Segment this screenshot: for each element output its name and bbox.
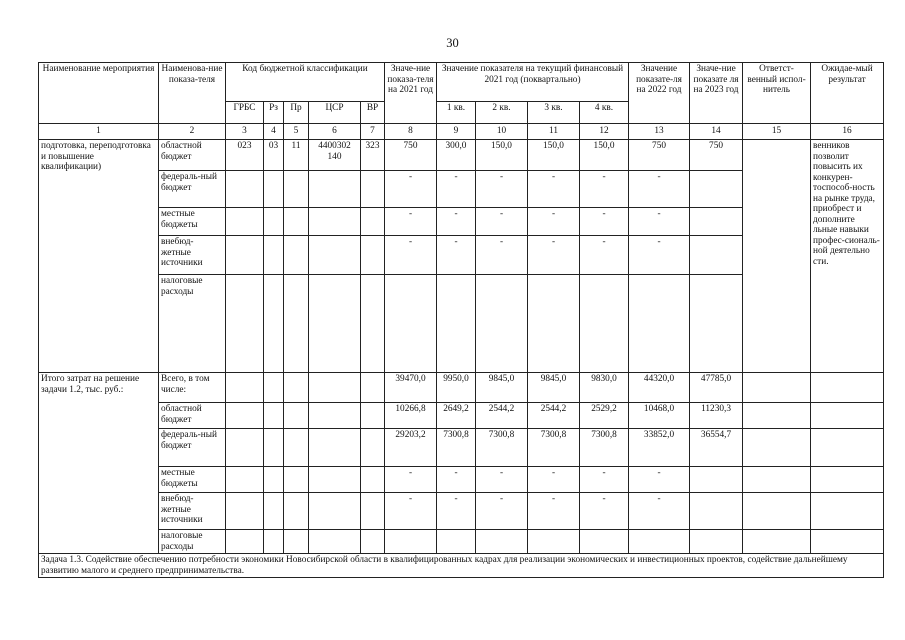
vr-cell [361, 467, 385, 493]
header-pr: Пр [284, 102, 309, 124]
pr-cell [284, 373, 309, 403]
value-2021-cell [385, 530, 437, 554]
value-2021-cell: - [385, 208, 437, 236]
value-2021-cell: - [385, 236, 437, 275]
column-number: 9 [437, 124, 476, 140]
pr-cell [284, 275, 309, 373]
indicator-cell: местные бюджеты [159, 208, 226, 236]
value-2023-cell [690, 530, 743, 554]
vr-cell [361, 171, 385, 208]
expected-result-cell [811, 403, 884, 429]
header-indicator-name: Наименова-ние показа-теля [159, 63, 226, 124]
q2-cell [476, 275, 528, 373]
column-number: 3 [226, 124, 264, 140]
q4-cell [580, 530, 629, 554]
q2-cell: 2544,2 [476, 403, 528, 429]
header-csr: ЦСР [309, 102, 361, 124]
column-number: 14 [690, 124, 743, 140]
pr-cell [284, 493, 309, 530]
q4-cell [580, 275, 629, 373]
rz-cell [264, 373, 284, 403]
pr-cell [284, 403, 309, 429]
csr-cell [309, 236, 361, 275]
column-number: 10 [476, 124, 528, 140]
value-2022-cell: - [629, 467, 690, 493]
q2-cell: 7300,8 [476, 429, 528, 467]
q1-cell: - [437, 171, 476, 208]
q1-cell: 2649,2 [437, 403, 476, 429]
csr-cell [309, 373, 361, 403]
grbs-cell: 023 [226, 140, 264, 171]
pr-cell [284, 429, 309, 467]
value-2023-cell [690, 208, 743, 236]
responsible-cell [743, 530, 811, 554]
indicator-cell: внебюд-жетные источники [159, 493, 226, 530]
responsible-cell [743, 140, 811, 373]
q1-cell: 7300,8 [437, 429, 476, 467]
column-number: 6 [309, 124, 361, 140]
q3-cell [528, 275, 580, 373]
q1-cell [437, 275, 476, 373]
header-expected-result: Ожидае-мый результат [811, 63, 884, 124]
indicator-cell: налоговые расходы [159, 275, 226, 373]
column-number: 8 [385, 124, 437, 140]
column-number: 5 [284, 124, 309, 140]
grbs-cell [226, 530, 264, 554]
page-number: 30 [446, 36, 459, 50]
rz-cell [264, 208, 284, 236]
column-number: 16 [811, 124, 884, 140]
value-2022-cell: - [629, 208, 690, 236]
q1-cell: 9950,0 [437, 373, 476, 403]
value-2023-cell [690, 236, 743, 275]
expected-result-cell [811, 429, 884, 467]
value-2021-cell: 29203,2 [385, 429, 437, 467]
column-number: 7 [361, 124, 385, 140]
value-2021-cell [385, 275, 437, 373]
vr-cell [361, 373, 385, 403]
value-2021-cell: 750 [385, 140, 437, 171]
value-2022-cell: 44320,0 [629, 373, 690, 403]
vr-cell [361, 493, 385, 530]
rz-cell: 03 [264, 140, 284, 171]
vr-cell [361, 429, 385, 467]
table-row [39, 403, 884, 429]
grbs-cell [226, 236, 264, 275]
header-rz: Рз [264, 102, 284, 124]
grbs-cell [226, 493, 264, 530]
q4-cell: 9830,0 [580, 373, 629, 403]
responsible-cell [743, 429, 811, 467]
table-row [39, 530, 884, 554]
total-event-cell: Итого затрат на решение задачи 1.2, тыс. руб.: [39, 373, 159, 554]
expected-result-cell [811, 467, 884, 493]
value-2021-cell: - [385, 171, 437, 208]
indicator-cell: Всего, в том числе: [159, 373, 226, 403]
budget-table [38, 62, 884, 578]
q3-cell: - [528, 236, 580, 275]
csr-cell [309, 171, 361, 208]
q2-cell [476, 530, 528, 554]
indicator-cell: областной бюджет [159, 403, 226, 429]
value-2023-cell: 11230,3 [690, 403, 743, 429]
header-grbs: ГРБС [226, 102, 264, 124]
event-name-cell: подготовка, переподготовка и повышение квалификации) [39, 140, 159, 373]
task-row [39, 554, 884, 578]
q3-cell [528, 530, 580, 554]
q4-cell: 150,0 [580, 140, 629, 171]
expected-result-cell [811, 493, 884, 530]
header-vr: ВР [361, 102, 385, 124]
q3-cell: 150,0 [528, 140, 580, 171]
header-value-2022: Значение показате-ля на 2022 год [629, 63, 690, 124]
vr-cell [361, 530, 385, 554]
pr-cell [284, 236, 309, 275]
value-2022-cell: 10468,0 [629, 403, 690, 429]
responsible-cell [743, 493, 811, 530]
header-value-2021: Значе-ние показа-теля на 2021 год [385, 63, 437, 124]
column-number: 2 [159, 124, 226, 140]
expected-result-cell [811, 373, 884, 403]
value-2023-cell: 36554,7 [690, 429, 743, 467]
expected-result-cell [811, 530, 884, 554]
header-q4: 4 кв. [580, 102, 629, 124]
table-row [39, 140, 884, 171]
csr-cell: 4400302 140 [309, 140, 361, 171]
header-value-2023: Значе-ние показате ля на 2023 год [690, 63, 743, 124]
csr-cell [309, 208, 361, 236]
grbs-cell [226, 373, 264, 403]
q3-cell: 2544,2 [528, 403, 580, 429]
q4-cell: 7300,8 [580, 429, 629, 467]
value-2021-cell: - [385, 467, 437, 493]
value-2022-cell: 33852,0 [629, 429, 690, 467]
rz-cell [264, 275, 284, 373]
header-q2: 2 кв. [476, 102, 528, 124]
column-number: 11 [528, 124, 580, 140]
grbs-cell [226, 208, 264, 236]
q3-cell: 9845,0 [528, 373, 580, 403]
q2-cell: - [476, 236, 528, 275]
vr-cell: 323 [361, 140, 385, 171]
rz-cell [264, 467, 284, 493]
q4-cell: 2529,2 [580, 403, 629, 429]
responsible-cell [743, 467, 811, 493]
q4-cell: - [580, 236, 629, 275]
q4-cell: - [580, 467, 629, 493]
value-2022-cell [629, 530, 690, 554]
vr-cell [361, 208, 385, 236]
value-2022-cell: - [629, 236, 690, 275]
q4-cell: - [580, 208, 629, 236]
task-description: Задача 1.3. Содействие обеспечению потребности экономики Новосибирской области в квалифицированных кадрах для реализации экономических и инвестиционных проектов, содействие дальнейшему развитию малого и среднего предпринимательства. [39, 554, 884, 578]
grbs-cell [226, 403, 264, 429]
value-2021-cell: - [385, 493, 437, 530]
expected-result-cell: венников позволит повысить их конкурен-тоспособ-ность на рынке труда, приобрест и дополните льные навыки профес-сиональ-ной деятельно сти. [811, 140, 884, 373]
table-row [39, 373, 884, 403]
rz-cell [264, 429, 284, 467]
q1-cell: - [437, 467, 476, 493]
vr-cell [361, 275, 385, 373]
rz-cell [264, 236, 284, 275]
table-row [39, 467, 884, 493]
grbs-cell [226, 275, 264, 373]
value-2022-cell [629, 275, 690, 373]
q3-cell: - [528, 208, 580, 236]
value-2023-cell [690, 275, 743, 373]
indicator-cell: местные бюджеты [159, 467, 226, 493]
column-number: 1 [39, 124, 159, 140]
header-responsible: Ответст-венный испол-нитель [743, 63, 811, 124]
column-number-row [39, 124, 884, 140]
vr-cell [361, 403, 385, 429]
value-2023-cell: 750 [690, 140, 743, 171]
header-q1: 1 кв. [437, 102, 476, 124]
vr-cell [361, 236, 385, 275]
q2-cell: - [476, 171, 528, 208]
csr-cell [309, 493, 361, 530]
header-budget-code: Код бюджетной классификации [226, 63, 385, 102]
csr-cell [309, 530, 361, 554]
table-row [39, 493, 884, 530]
pr-cell [284, 467, 309, 493]
indicator-cell: внебюд-жетные источники [159, 236, 226, 275]
column-number: 13 [629, 124, 690, 140]
value-2021-cell: 10266,8 [385, 403, 437, 429]
value-2021-cell: 39470,0 [385, 373, 437, 403]
csr-cell [309, 275, 361, 373]
rz-cell [264, 530, 284, 554]
responsible-cell [743, 373, 811, 403]
table-row [39, 429, 884, 467]
value-2023-cell [690, 493, 743, 530]
indicator-cell: федераль-ный бюджет [159, 429, 226, 467]
value-2022-cell: - [629, 493, 690, 530]
q3-cell: 7300,8 [528, 429, 580, 467]
q1-cell: - [437, 236, 476, 275]
rz-cell [264, 493, 284, 530]
grbs-cell [226, 467, 264, 493]
q3-cell: - [528, 493, 580, 530]
q2-cell: - [476, 208, 528, 236]
q2-cell: 9845,0 [476, 373, 528, 403]
q4-cell: - [580, 171, 629, 208]
pr-cell [284, 208, 309, 236]
column-number: 4 [264, 124, 284, 140]
indicator-cell: налоговые расходы [159, 530, 226, 554]
q3-cell: - [528, 171, 580, 208]
value-2023-cell: 47785,0 [690, 373, 743, 403]
header-q3: 3 кв. [528, 102, 580, 124]
header-event-name: Наименование мероприятия [39, 63, 159, 124]
value-2023-cell [690, 467, 743, 493]
pr-cell: 11 [284, 140, 309, 171]
rz-cell [264, 403, 284, 429]
q4-cell: - [580, 493, 629, 530]
grbs-cell [226, 171, 264, 208]
column-number: 15 [743, 124, 811, 140]
csr-cell [309, 403, 361, 429]
column-number: 12 [580, 124, 629, 140]
csr-cell [309, 429, 361, 467]
indicator-cell: областной бюджет [159, 140, 226, 171]
q1-cell: - [437, 208, 476, 236]
value-2023-cell [690, 171, 743, 208]
q2-cell: - [476, 467, 528, 493]
q1-cell [437, 530, 476, 554]
q2-cell: 150,0 [476, 140, 528, 171]
indicator-cell: федераль-ный бюджет [159, 171, 226, 208]
q1-cell: - [437, 493, 476, 530]
q3-cell: - [528, 467, 580, 493]
grbs-cell [226, 429, 264, 467]
value-2022-cell: 750 [629, 140, 690, 171]
rz-cell [264, 171, 284, 208]
csr-cell [309, 467, 361, 493]
q2-cell: - [476, 493, 528, 530]
header-value-quarterly: Значение показателя на текущий финансовый 2021 год (поквартально) [437, 63, 629, 102]
pr-cell [284, 171, 309, 208]
responsible-cell [743, 403, 811, 429]
q1-cell: 300,0 [437, 140, 476, 171]
value-2022-cell: - [629, 171, 690, 208]
pr-cell [284, 530, 309, 554]
